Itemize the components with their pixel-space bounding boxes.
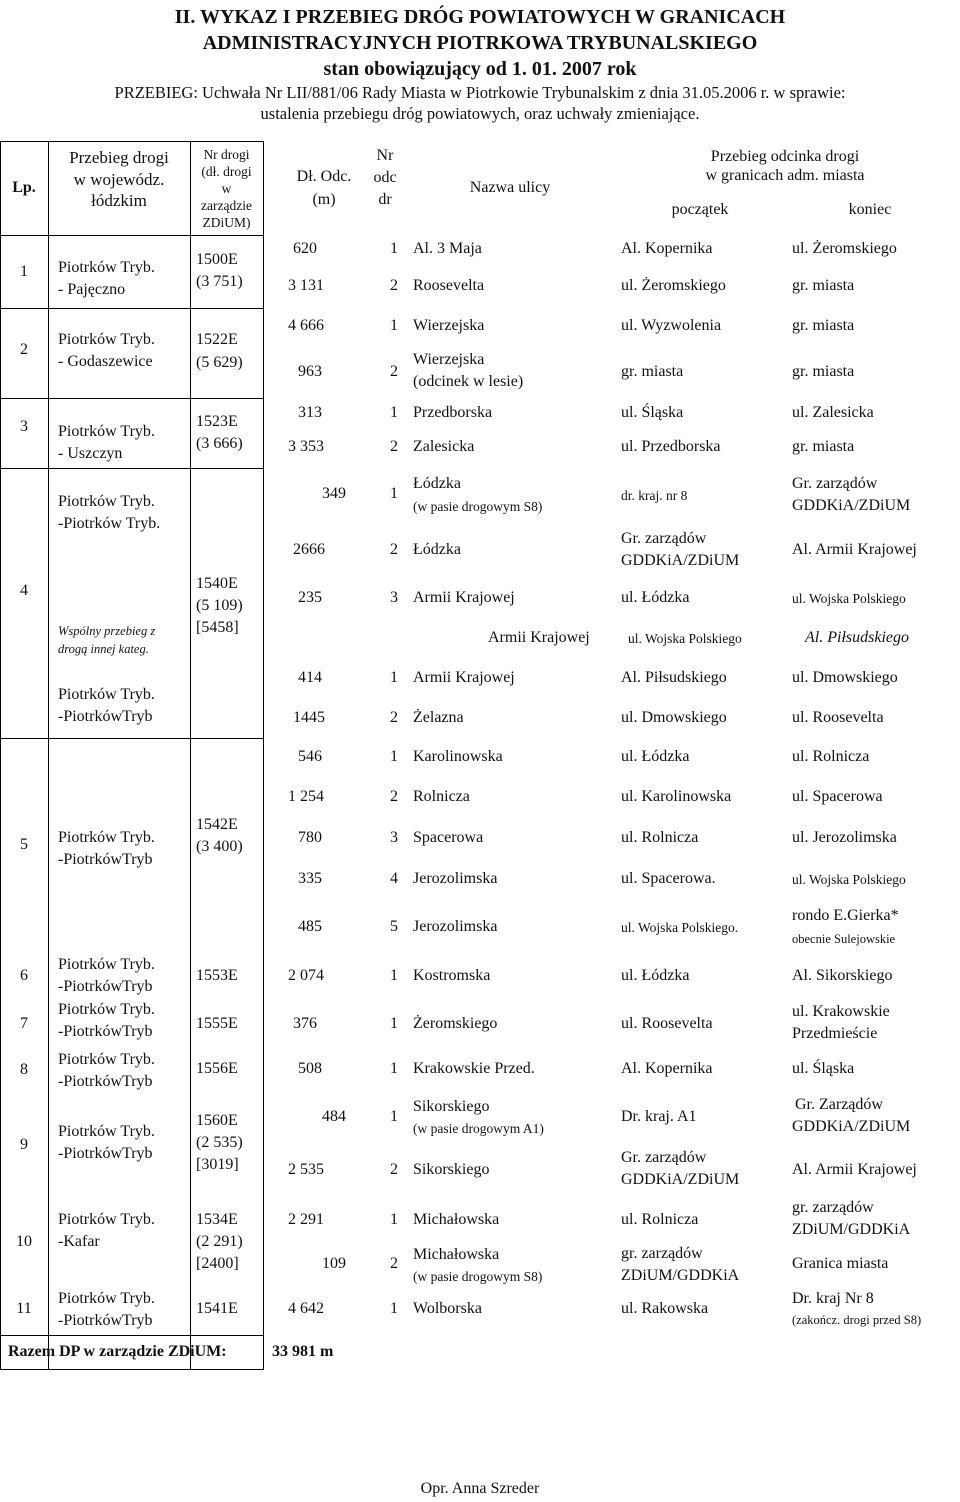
seg-to: rondo E.Gierka* xyxy=(792,907,899,924)
seg-from: ul. Łódzka xyxy=(621,748,690,765)
seg-length: 508 xyxy=(298,1060,322,1077)
header-przebieg-2: w wojewódz. xyxy=(73,170,165,189)
seg-to: ul. Roosevelta xyxy=(792,709,884,726)
seg-from: ul. Karolinowska xyxy=(621,788,732,805)
road-9-route: Piotrków Tryb. xyxy=(58,1123,155,1140)
road-5-route: Piotrków Tryb. xyxy=(58,829,155,846)
seg-to: ul. Jerozolimska xyxy=(792,829,897,846)
seg-nr: 2 xyxy=(390,1255,398,1272)
seg-nr: 4 xyxy=(390,870,398,887)
seg-name: Sikorskiego xyxy=(413,1161,490,1178)
header-nrodc-1: Nr xyxy=(376,147,394,164)
seg-length: 2 291 xyxy=(288,1211,324,1228)
road-9-route: -PiotrkówTryb xyxy=(58,1145,153,1162)
seg-length: 780 xyxy=(298,829,322,846)
road-4-route2: -PiotrkówTryb xyxy=(58,708,153,725)
seg-from: gr. zarządów xyxy=(621,1245,703,1262)
seg-from: ul. Wyzwolenia xyxy=(621,317,722,334)
seg-to-2: Przedmieście xyxy=(792,1025,878,1042)
road-3-route: Piotrków Tryb. xyxy=(58,423,155,440)
seg-road: 1555E xyxy=(196,1015,238,1032)
seg-name: Krakowskie Przed. xyxy=(413,1060,535,1077)
seg-length: 546 xyxy=(298,748,322,765)
road-2-route: - Godaszewice xyxy=(58,353,153,370)
road-5-nr: 1542E xyxy=(196,816,238,833)
seg-nr: 2 xyxy=(390,1161,398,1178)
road-2-len: (5 629) xyxy=(196,354,243,371)
road-4-nr: 1540E xyxy=(196,575,238,592)
seg-nr: 1 xyxy=(390,1015,398,1032)
road-2-route: Piotrków Tryb. xyxy=(58,331,155,348)
seg-nr: 1 xyxy=(390,748,398,765)
seg-from: ul. Rakowska xyxy=(621,1300,709,1317)
title-line-5: ustalenia przebiegu dróg powiatowych, oraz uchwały zmieniające. xyxy=(260,104,700,123)
seg-name: Łódzka xyxy=(413,541,461,558)
seg-name: Michałowska xyxy=(413,1211,500,1228)
seg-to: Dr. kraj Nr 8 xyxy=(792,1290,874,1307)
seg-name-note: (w pasie drogowym A1) xyxy=(413,1121,544,1136)
road-10-code: [2400] xyxy=(196,1255,239,1272)
road-10-lp: 10 xyxy=(16,1233,32,1250)
seg-nr: 1 xyxy=(390,240,398,257)
seg-to: Al. Armii Krajowej xyxy=(792,1161,917,1178)
seg-to: Al. Piłsudskiego xyxy=(805,629,909,646)
seg-nr: 2 xyxy=(390,363,398,380)
title-line-3: stan obowiązujący od 1. 01. 2007 rok xyxy=(323,58,637,80)
seg-length: 235 xyxy=(298,589,322,606)
seg-length: 484 xyxy=(322,1108,346,1125)
road-10-route: -Kafar xyxy=(58,1233,100,1250)
seg-to: ul. Żeromskiego xyxy=(792,240,897,257)
seg-from: gr. miasta xyxy=(621,363,684,380)
seg-to-2: GDDKiA/ZDiUM xyxy=(792,1118,911,1135)
seg-to: ul. Dmowskiego xyxy=(792,669,898,686)
road-4-route: -Piotrków Tryb. xyxy=(58,515,161,532)
seg-from-2: ZDiUM/GDDKiA xyxy=(621,1267,740,1284)
seg-to: ul. Śląska xyxy=(792,1060,855,1077)
seg-nr: 3 xyxy=(390,589,398,606)
road-10-route: Piotrków Tryb. xyxy=(58,1211,155,1228)
road-1-lp: 1 xyxy=(20,263,28,280)
road-3-len: (3 666) xyxy=(196,435,243,452)
road-1-route: - Pajęczno xyxy=(58,281,126,298)
seg-name-note: (w pasie drogowym S8) xyxy=(413,1269,543,1284)
seg-to: Granica miasta xyxy=(792,1255,889,1272)
road-7-route: -PiotrkówTryb xyxy=(58,1023,153,1040)
road-1-len: (3 751) xyxy=(196,273,243,290)
seg-nr: 1 xyxy=(390,967,398,984)
seg-from: ul. Łódzka xyxy=(621,967,690,984)
seg-length: 376 xyxy=(293,1015,317,1032)
title-line-1: II. WYKAZ I PRZEBIEG DRÓG POWIATOWYCH W GRANICACH xyxy=(174,6,786,28)
seg-to: ul. Krakowskie xyxy=(792,1003,890,1020)
seg-from: ul. Roosevelta xyxy=(621,1015,713,1032)
road-10-len: (2 291) xyxy=(196,1233,243,1250)
road-4-code: [5458] xyxy=(196,619,239,636)
seg-length: 2 535 xyxy=(288,1161,324,1178)
seg-name: Roosevelta xyxy=(413,277,485,294)
seg-name: Zalesicka xyxy=(413,438,475,455)
seg-to: gr. miasta xyxy=(792,277,855,294)
road-9-code: [3019] xyxy=(196,1156,239,1173)
seg-nr: 1 xyxy=(390,1060,398,1077)
road-7-route: Piotrków Tryb. xyxy=(58,1001,155,1018)
road-8-lp: 8 xyxy=(20,1061,28,1078)
seg-length: 335 xyxy=(298,870,322,887)
road-9-nr: 1560E xyxy=(196,1112,238,1129)
header-nrdrogi-5: ZDiUM) xyxy=(202,215,251,230)
seg-to: Gr. Zarządów xyxy=(795,1096,883,1113)
road-8-route: Piotrków Tryb. xyxy=(58,1051,155,1068)
seg-to: Al. Armii Krajowej xyxy=(792,541,917,558)
header-przebieg-3: łódzkim xyxy=(91,191,147,210)
seg-from: ul. Łódzka xyxy=(621,589,690,606)
seg-nr: 2 xyxy=(390,709,398,726)
header-poczatek: początek xyxy=(671,201,729,218)
header-przebieg-odc-2: w granicach adm. miasta xyxy=(705,167,865,184)
total-value: 33 981 m xyxy=(272,1343,334,1360)
seg-length: 485 xyxy=(298,918,322,935)
seg-name: Żeromskiego xyxy=(413,1015,498,1032)
road-9-len: (2 535) xyxy=(196,1134,243,1151)
seg-length: 620 xyxy=(293,240,317,257)
road-4-route2: Piotrków Tryb. xyxy=(58,686,155,703)
road-5-route: -PiotrkówTryb xyxy=(58,851,153,868)
seg-length: 963 xyxy=(298,363,322,380)
header-nrdrogi-2: (dł. drogi xyxy=(201,164,252,179)
seg-nr: 3 xyxy=(390,829,398,846)
seg-from: Al. Kopernika xyxy=(621,1060,713,1077)
seg-nr: 1 xyxy=(390,669,398,686)
seg-length: 313 xyxy=(298,404,322,421)
road-7-lp: 7 xyxy=(20,1015,28,1032)
seg-to: ul. Rolnicza xyxy=(792,748,870,765)
total-label: Razem DP w zarządzie ZDiUM: xyxy=(8,1343,227,1360)
seg-to-2: GDDKiA/ZDiUM xyxy=(792,497,911,514)
footer-author: Opr. Anna Szreder xyxy=(420,1480,540,1497)
road-3-route: - Uszczyn xyxy=(58,445,123,462)
seg-from: ul. Wojska Polskiego xyxy=(628,631,742,646)
seg-name: Spacerowa xyxy=(413,829,484,846)
seg-from: Dr. kraj. A1 xyxy=(621,1108,697,1125)
seg-nr: 1 xyxy=(390,404,398,421)
road-6-lp: 6 xyxy=(20,967,28,984)
seg-to-2: obecnie Sulejowskie xyxy=(792,932,896,946)
title-line-2: ADMINISTRACYJNYCH PIOTRKOWA TRYBUNALSKIEGO xyxy=(202,32,758,54)
seg-name: Wierzejska xyxy=(413,317,485,334)
road-11-route: Piotrków Tryb. xyxy=(58,1290,155,1307)
seg-from-2: GDDKiA/ZDiUM xyxy=(621,1171,740,1188)
road-5-lp: 5 xyxy=(20,836,28,853)
seg-from-2: GDDKiA/ZDiUM xyxy=(621,552,740,569)
seg-nr: 1 xyxy=(390,1211,398,1228)
seg-from: Al. Kopernika xyxy=(621,240,713,257)
seg-name: Wolborska xyxy=(413,1300,482,1317)
seg-from: ul. Żeromskiego xyxy=(621,277,726,294)
seg-to: gr. zarządów xyxy=(792,1199,874,1216)
road-9-lp: 9 xyxy=(20,1136,28,1153)
seg-nr: 1 xyxy=(390,485,398,502)
road-4-note: drogą innej kateg. xyxy=(58,642,149,656)
seg-road: 1553E xyxy=(196,967,238,984)
seg-nr: 1 xyxy=(390,1108,398,1125)
header-dl-2: (m) xyxy=(312,191,336,208)
header-nrdrogi-4: zarządzie xyxy=(201,198,252,213)
road-3-lp: 3 xyxy=(20,418,28,435)
road-4-note: Wspólny przebieg z xyxy=(58,624,156,638)
seg-name: Żelazna xyxy=(413,709,464,726)
header-przebieg-1: Przebieg drogi xyxy=(69,148,169,167)
road-2-lp: 2 xyxy=(20,341,28,358)
seg-name: Armii Krajowej xyxy=(488,629,590,646)
header-nrdrogi-1: Nr drogi xyxy=(203,147,250,162)
seg-length: 2 074 xyxy=(288,967,324,984)
seg-to: gr. miasta xyxy=(792,363,855,380)
road-3-nr: 1523E xyxy=(196,413,238,430)
seg-name: Przedborska xyxy=(413,404,493,421)
header-lp: Lp. xyxy=(12,179,36,196)
seg-nr: 2 xyxy=(390,438,398,455)
seg-name: Rolnicza xyxy=(413,788,470,805)
seg-nr: 2 xyxy=(390,541,398,558)
seg-length: 4 666 xyxy=(288,317,324,334)
header-nrodc-3: dr xyxy=(378,191,392,208)
header-nrodc-2: odc xyxy=(373,169,397,186)
road-8-route: -PiotrkówTryb xyxy=(58,1073,153,1090)
seg-from: dr. kraj. nr 8 xyxy=(621,488,688,503)
seg-to: Gr. zarządów xyxy=(792,475,878,492)
road-1-route: Piotrków Tryb. xyxy=(58,259,155,276)
seg-from: ul. Wojska Polskiego. xyxy=(621,920,739,935)
header-nazwa: Nazwa ulicy xyxy=(469,179,551,196)
seg-to: ul. Wojska Polskiego xyxy=(792,591,906,606)
seg-name: Jerozolimska xyxy=(413,870,498,887)
seg-road: 1556E xyxy=(196,1060,238,1077)
seg-nr: 2 xyxy=(390,277,398,294)
seg-name: Kostromska xyxy=(413,967,491,984)
seg-from: ul. Rolnicza xyxy=(621,1211,699,1228)
seg-name: Łódzka xyxy=(413,475,461,492)
road-4-lp: 4 xyxy=(20,582,28,599)
seg-name: Armii Krajowej xyxy=(413,669,515,686)
seg-to: gr. miasta xyxy=(792,438,855,455)
road-6-route: -PiotrkówTryb xyxy=(58,978,153,995)
seg-to: Al. Sikorskiego xyxy=(792,967,893,984)
seg-name-note: (w pasie drogowym S8) xyxy=(413,499,543,514)
seg-length: 349 xyxy=(322,485,346,502)
road-10-nr: 1534E xyxy=(196,1211,238,1228)
road-11-lp: 11 xyxy=(16,1300,32,1317)
road-4-route: Piotrków Tryb. xyxy=(58,493,155,510)
title-line-4: PRZEBIEG: Uchwała Nr LII/881/06 Rady Miasta w Piotrkowie Trybunalskim z dnia 31.05.2006 r. w sprawie: xyxy=(114,83,846,102)
seg-length: 3 131 xyxy=(288,277,324,294)
road-4-len: (5 109) xyxy=(196,597,243,614)
road-2-nr: 1522E xyxy=(196,331,238,348)
seg-name: Karolinowska xyxy=(413,748,503,765)
seg-to: ul. Wojska Polskiego xyxy=(792,872,906,887)
seg-name: Jerozolimska xyxy=(413,918,498,935)
seg-length: 1 254 xyxy=(288,788,324,805)
seg-from: ul. Śląska xyxy=(621,404,684,421)
road-11-route: -PiotrkówTryb xyxy=(58,1312,153,1329)
seg-length: 3 353 xyxy=(288,438,324,455)
seg-from: Al. Piłsudskiego xyxy=(621,669,727,686)
seg-nr: 1 xyxy=(390,317,398,334)
seg-name: Sikorskiego xyxy=(413,1098,490,1115)
seg-to: gr. miasta xyxy=(792,317,855,334)
seg-to-2: (zakończ. drogi przed S8) xyxy=(792,1313,922,1327)
seg-name: Wierzejska xyxy=(413,351,485,368)
header-koniec: koniec xyxy=(848,201,892,218)
seg-from: ul. Rolnicza xyxy=(621,829,699,846)
seg-nr: 2 xyxy=(390,788,398,805)
seg-road: 1541E xyxy=(196,1300,238,1317)
seg-length: 2666 xyxy=(293,541,325,558)
seg-to: ul. Spacerowa xyxy=(792,788,883,805)
header-przebieg-odc-1: Przebieg odcinka drogi xyxy=(710,148,860,165)
header-dl-1: Dł. Odc. xyxy=(296,168,352,185)
road-5-len: (3 400) xyxy=(196,838,243,855)
seg-from: Gr. zarządów xyxy=(621,1149,707,1166)
seg-to-2: ZDiUM/GDDKiA xyxy=(792,1221,911,1238)
seg-from: ul. Przedborska xyxy=(621,438,721,455)
header-nrdrogi-3: w xyxy=(221,181,232,196)
seg-from: ul. Dmowskiego xyxy=(621,709,727,726)
seg-name: Michałowska xyxy=(413,1246,500,1263)
seg-nr: 1 xyxy=(390,1300,398,1317)
seg-length: 1445 xyxy=(293,709,325,726)
seg-length: 109 xyxy=(322,1255,346,1272)
seg-from: Gr. zarządów xyxy=(621,530,707,547)
seg-length: 4 642 xyxy=(288,1300,324,1317)
seg-name: Armii Krajowej xyxy=(413,589,515,606)
seg-name-note: (odcinek w lesie) xyxy=(413,373,524,390)
seg-name: Al. 3 Maja xyxy=(413,240,482,257)
road-6-route: Piotrków Tryb. xyxy=(58,956,155,973)
seg-to: ul. Zalesicka xyxy=(792,404,874,421)
seg-nr: 5 xyxy=(390,918,398,935)
seg-length: 414 xyxy=(298,669,322,686)
road-1-nr: 1500E xyxy=(196,251,238,268)
seg-from: ul. Spacerowa. xyxy=(621,870,716,887)
